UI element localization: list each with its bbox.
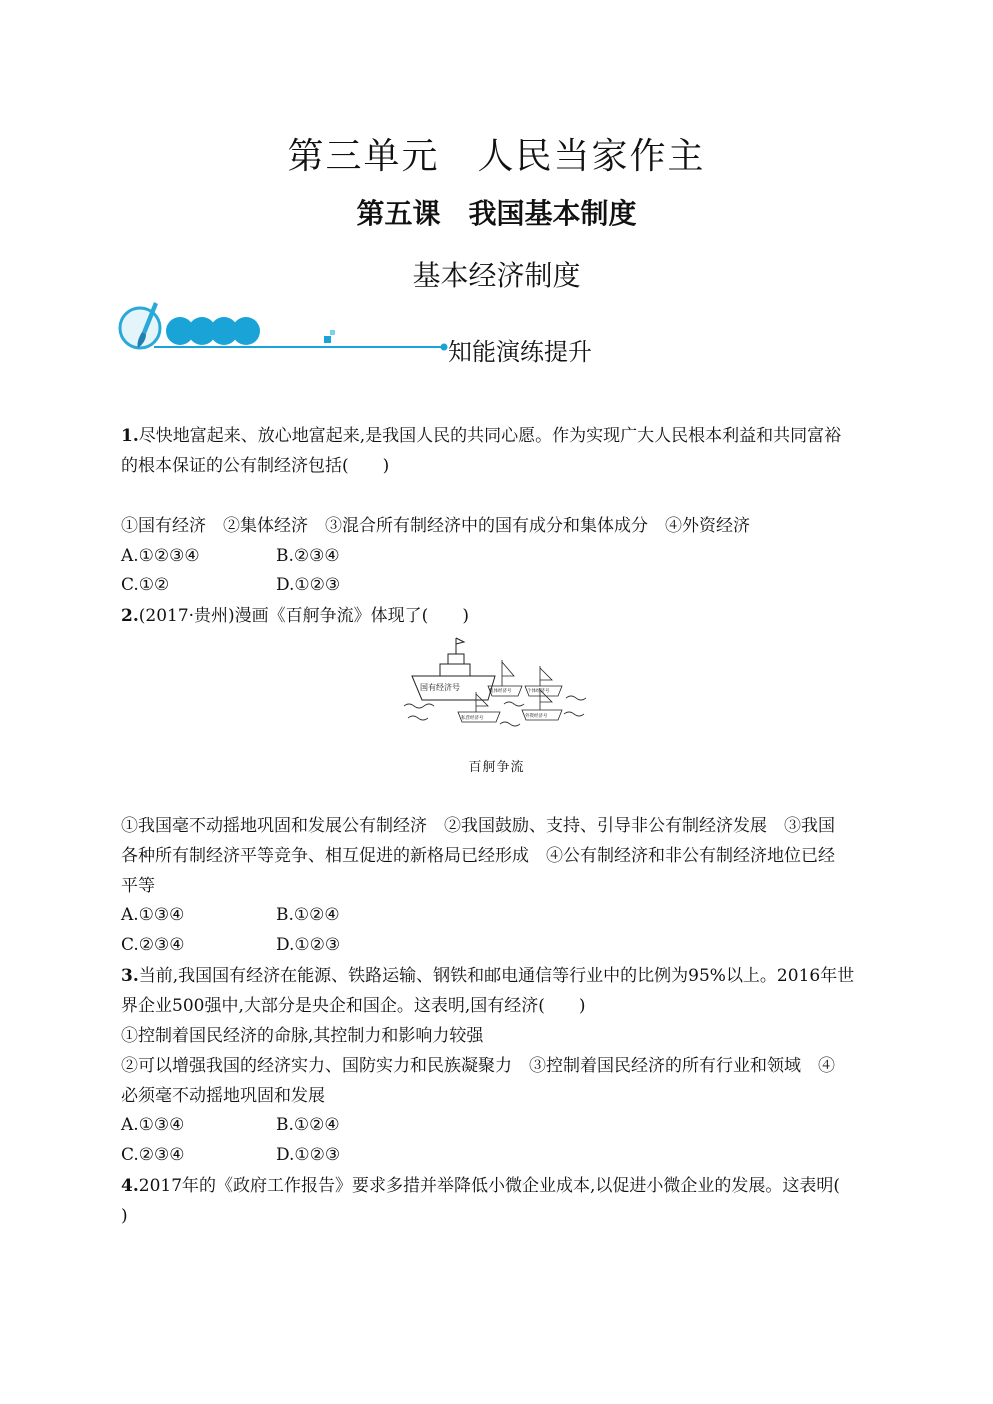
q3-option-a: A.①③④ bbox=[121, 1115, 185, 1135]
lesson-title: 第五课 我国基本制度 bbox=[356, 197, 637, 230]
q2-option-d: D.①②③ bbox=[276, 935, 341, 955]
q3-number: 3. bbox=[121, 966, 139, 986]
decorative-dots bbox=[166, 317, 260, 345]
q1-option-b: B.②③④ bbox=[276, 546, 340, 566]
section-title: 基本经济制度 bbox=[412, 259, 581, 292]
q3-option-b: B.①②④ bbox=[276, 1115, 340, 1135]
q1-stem-line2: 的根本保证的公有制经济包括( ) bbox=[121, 456, 390, 476]
q3-statement-line2: ②可以增强我国的经济实力、国防实力和民族凝聚力 ③控制着国民经济的所有行业和领域 ④ bbox=[121, 1056, 835, 1076]
q1-statements: ①国有经济 ②集体经济 ③混合所有制经济中的国有成分和集体成分 ④外资经济 bbox=[121, 516, 750, 536]
q1-option-d: D.①②③ bbox=[276, 575, 341, 595]
q3-stem-line2: 界企业500强中,大部分是央企和国企。这表明,国有经济( ) bbox=[121, 996, 586, 1016]
q2-stem: 2.(2017·贵州)漫画《百舸争流》体现了( ) bbox=[121, 606, 469, 626]
q1-option-c: C.①② bbox=[121, 575, 170, 595]
cartoon-caption: 百舸争流 bbox=[468, 760, 525, 775]
q2-option-c: C.②③④ bbox=[121, 935, 185, 955]
q3-statement-line3: 必须毫不动摇地巩固和发展 bbox=[121, 1086, 325, 1106]
q2-number: 2. bbox=[121, 606, 139, 626]
q2-statement-line2: 各种所有制经济平等竞争、相互促进的新格局已经形成 ④公有制经济和非公有制经济地位已经 bbox=[121, 846, 835, 866]
q3-stem-line1: 3.当前,我国国有经济在能源、铁路运输、钢铁和邮电通信等行业中的比例为95%以上。2016年世 bbox=[121, 966, 855, 986]
boat-label-state: 国有经济号 bbox=[420, 683, 460, 692]
q4-stem-line1: 4.2017年的《政府工作报告》要求多措并举降低小微企业成本,以促进小微企业的发展。这表明( bbox=[121, 1176, 841, 1196]
cartoon-image bbox=[400, 630, 595, 730]
q1-stem-line1: 1.尽快地富起来、放心地富起来,是我国人民的共同心愿。作为实现广大人民根本利益和共同富裕 bbox=[121, 426, 842, 446]
q1-number: 1. bbox=[121, 426, 139, 446]
q3-statement-line1: ①控制着国民经济的命脉,其控制力和影响力较强 bbox=[121, 1026, 484, 1046]
boat-label-private: 私营经济号 bbox=[461, 716, 484, 721]
q2-option-a: A.①③④ bbox=[121, 905, 185, 925]
paintbrush-icon bbox=[120, 302, 160, 348]
q2-option-b: B.①②④ bbox=[276, 905, 340, 925]
q3-option-c: C.②③④ bbox=[121, 1145, 185, 1165]
q3-option-d: D.①②③ bbox=[276, 1145, 341, 1165]
q4-number: 4. bbox=[121, 1176, 139, 1196]
q2-statement-line1: ①我国毫不动摇地巩固和发展公有制经济 ②我国鼓励、支持、引导非公有制经济发展 ③我国 bbox=[121, 816, 835, 836]
banner-label: 知能演练提升 bbox=[448, 338, 592, 366]
unit-title: 第三单元 人民当家作主 bbox=[287, 136, 706, 177]
boat-label-foreign: 外资经济号 bbox=[525, 714, 548, 719]
boat-label-collective: 集体经济号 bbox=[489, 689, 512, 694]
boat-label-individual: 个体经济号 bbox=[527, 689, 550, 694]
q2-statement-line3: 平等 bbox=[121, 876, 155, 896]
q1-option-a: A.①②③④ bbox=[121, 546, 200, 566]
q4-stem-line2: ) bbox=[121, 1206, 128, 1226]
